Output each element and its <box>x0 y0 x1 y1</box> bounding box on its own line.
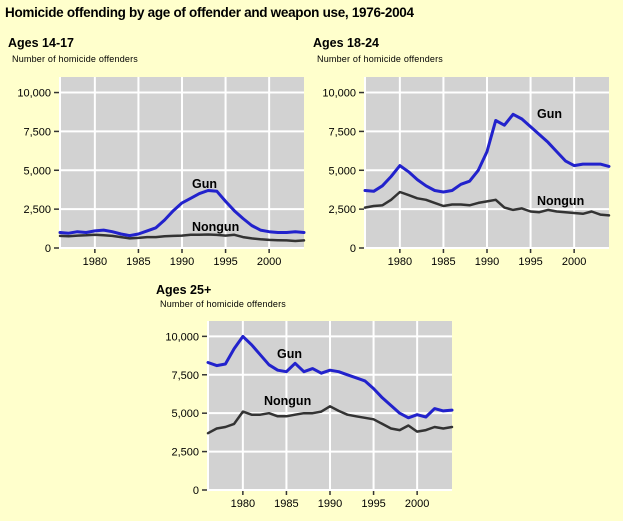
gun-series-label: Gun <box>537 107 562 121</box>
x-tick-label: 1985 <box>274 498 299 510</box>
chart-ages-14-17 <box>0 71 316 276</box>
y-tick-label: 10,000 <box>17 87 51 100</box>
nongun-series-label: Nongun <box>192 220 240 234</box>
gun-series-label: Gun <box>192 177 217 191</box>
x-tick-label: 1980 <box>387 256 413 268</box>
y-tick-label: 10,000 <box>322 87 356 100</box>
y-tick-label: 7,500 <box>171 369 199 382</box>
y-tick-label: 5,000 <box>23 165 51 178</box>
x-tick-label: 1990 <box>474 256 500 268</box>
panel-subtitle-ages-18-24: Number of homicide offenders <box>317 54 443 64</box>
y-tick-label: 2,500 <box>171 446 199 459</box>
x-tick-label: 1995 <box>518 256 543 268</box>
x-tick-label: 2000 <box>256 256 282 268</box>
x-tick-label: 1990 <box>317 498 343 510</box>
nongun-series-label: Nongun <box>537 194 585 208</box>
x-tick-label: 1995 <box>361 498 386 510</box>
gun-series-label: Gun <box>277 347 302 361</box>
y-tick-label: 2,500 <box>328 204 356 217</box>
x-tick-label: 1985 <box>431 256 456 268</box>
x-tick-label: 1980 <box>82 256 108 268</box>
x-tick-label: 1995 <box>213 256 238 268</box>
panel-subtitle-ages-25-plus: Number of homicide offenders <box>160 299 286 309</box>
y-tick-label: 0 <box>192 485 199 497</box>
figure-title: Homicide offending by age of offender and weapon use, 1976-2004 <box>5 5 414 20</box>
y-tick-label: 0 <box>44 243 51 255</box>
y-tick-label: 7,500 <box>23 126 51 139</box>
y-tick-label: 10,000 <box>165 331 199 344</box>
panel-title-ages-25-plus: Ages 25+ <box>156 283 212 297</box>
panel-subtitle-ages-14-17: Number of homicide offenders <box>12 54 138 64</box>
nongun-series-label: Nongun <box>264 394 312 408</box>
y-tick-label: 7,500 <box>328 126 356 139</box>
y-tick-label: 5,000 <box>171 408 199 421</box>
y-tick-label: 5,000 <box>328 165 356 178</box>
x-tick-label: 1985 <box>126 256 151 268</box>
x-tick-label: 2000 <box>404 498 430 510</box>
x-tick-label: 2000 <box>561 256 587 268</box>
y-tick-label: 0 <box>349 243 356 255</box>
x-tick-label: 1980 <box>230 498 256 510</box>
chart-ages-18-24 <box>305 71 623 276</box>
panel-title-ages-14-17: Ages 14-17 <box>8 36 75 50</box>
y-tick-label: 2,500 <box>23 204 51 217</box>
panel-title-ages-18-24: Ages 18-24 <box>313 36 380 50</box>
x-tick-label: 1990 <box>169 256 195 268</box>
chart-ages-25-plus <box>148 315 464 521</box>
